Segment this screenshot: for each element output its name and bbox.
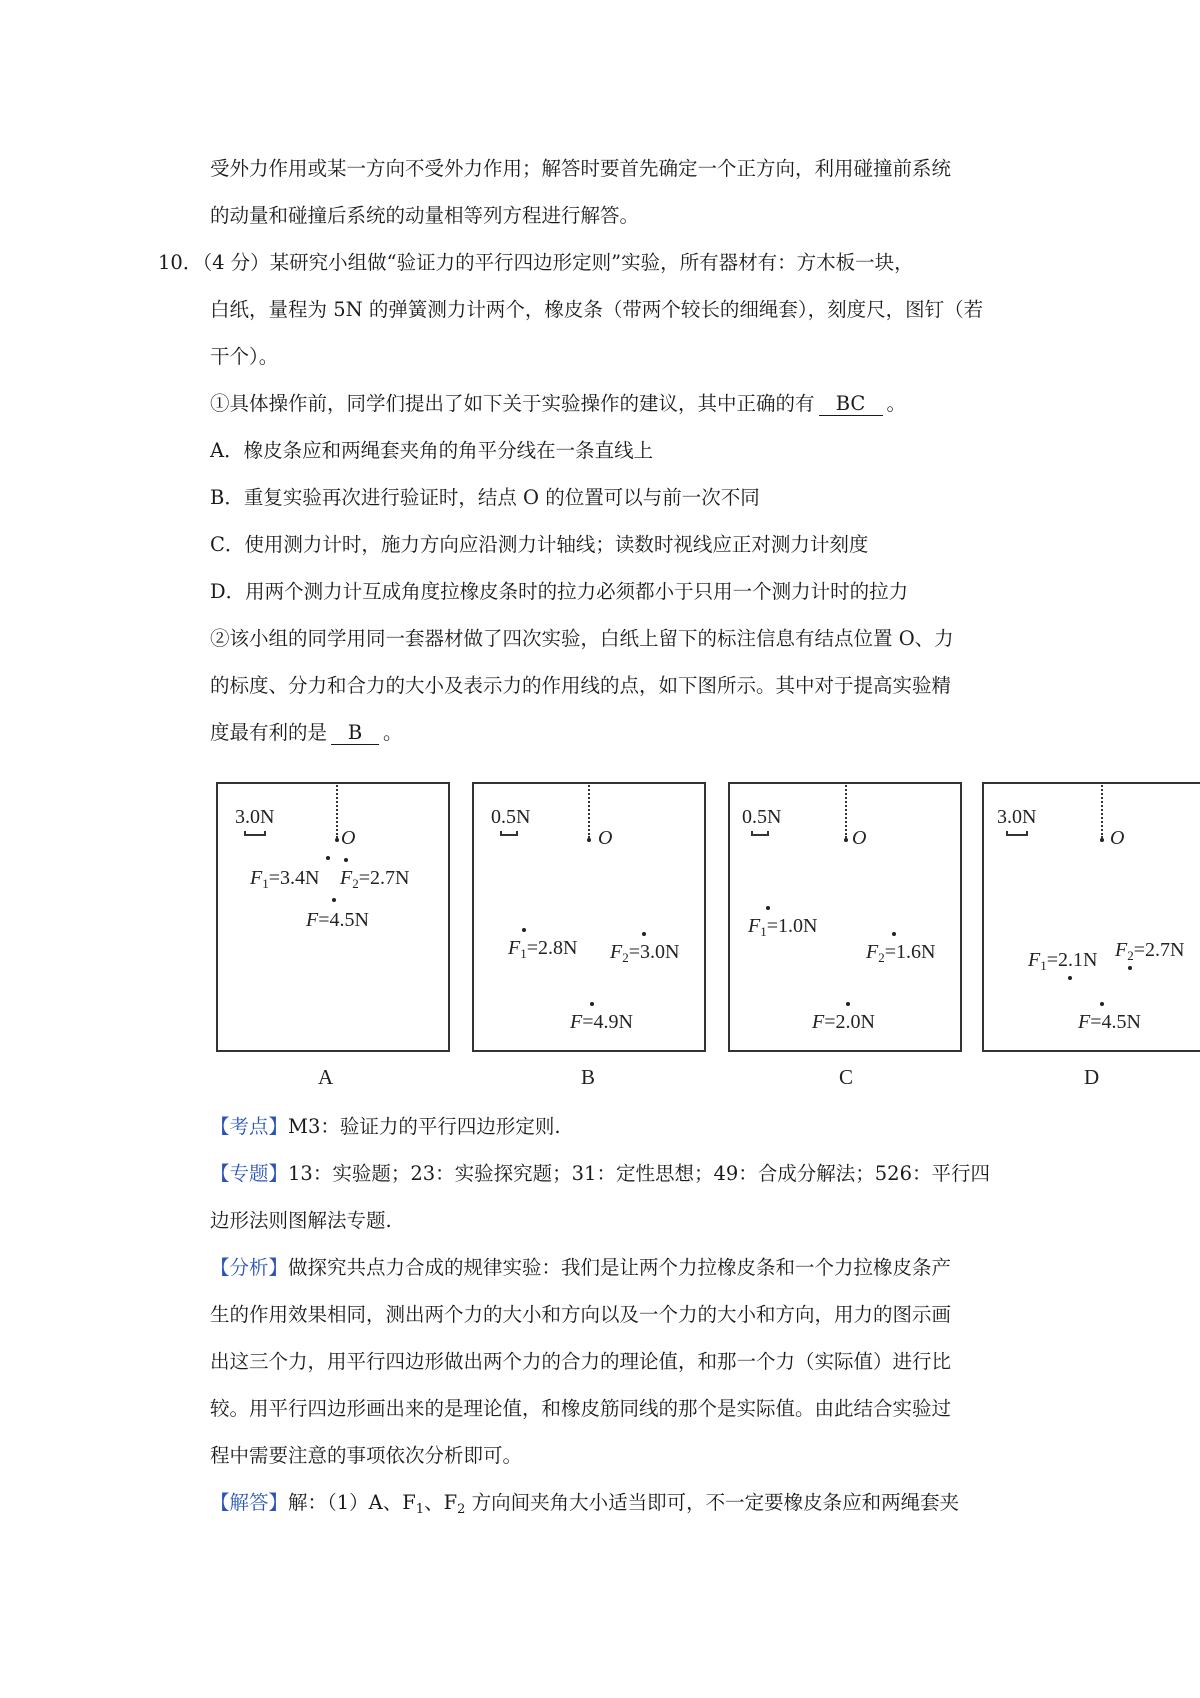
node-o-label: O [1110, 827, 1125, 849]
panel-caption: B [581, 1065, 596, 1089]
f-label: F=4.9N [570, 1011, 633, 1033]
option-b: B．重复实验再次进行验证时，结点 O 的位置可以与前一次不同 [210, 486, 760, 509]
panel-caption: D [1084, 1065, 1100, 1089]
panel-caption: C [839, 1065, 854, 1089]
f2-label: $F_2=1.6N$ [866, 941, 936, 965]
part2-suffix: 。 [383, 721, 403, 744]
rope-line [1101, 782, 1103, 838]
f1-point [766, 906, 770, 910]
jieda-sub: 2 [457, 1502, 466, 1517]
option-c: C．使用测力计时，施力方向应沿测力计轴线；读数时视线应正对测力计刻度 [210, 533, 869, 556]
scale-label: 3.0N [235, 806, 275, 828]
text-line: 生的作用效果相同，测出两个力的大小和方向以及一个力的大小和方向，用力的图示画 [210, 1303, 952, 1326]
scale-label: 3.0N [997, 806, 1037, 828]
f2-point [344, 858, 348, 862]
question-part-2-answer-line [210, 721, 403, 745]
scale-bar [244, 831, 266, 836]
node-o-label: O [852, 827, 867, 849]
fenxi-text: 做探究共点力合成的规律实验：我们是让两个力拉橡皮条和一个力拉橡皮条产 [288, 1256, 952, 1279]
option-a: A．橡皮条应和两绳套夹角的角平分线在一条直线上 [210, 439, 654, 462]
f-label: F=4.5N [306, 909, 369, 931]
text-line: 的动量和碰撞后系统的动量相等列方程进行解答。 [210, 204, 640, 227]
f2-label: $F_2=3.0N$ [610, 941, 680, 965]
kaodian-line [210, 1115, 561, 1139]
f-label: F=4.5N [1078, 1011, 1141, 1033]
node-o-dot [1100, 838, 1104, 842]
f1-label: $F_1=3.4N$ [250, 867, 320, 891]
f1-point [1068, 976, 1072, 980]
f1-label: $F_1=2.8N$ [508, 937, 578, 961]
question-title: 10．（4 分）某研究小组做“验证力的平行四边形定则”实验，所有器材有：方木板一块， [158, 251, 914, 274]
scale-bar [500, 831, 518, 836]
f2-point [892, 932, 896, 936]
fenxi-tag: 【分析】 [210, 1256, 289, 1279]
jieda-line [210, 1491, 959, 1522]
scale-label: 0.5N [491, 806, 531, 828]
question-part-2: ②该小组的同学用同一套器材做了四次实验，白纸上留下的标注信息有结点位置 O、力 [210, 627, 954, 650]
f-point [1100, 1002, 1104, 1006]
question-part-1 [210, 392, 906, 416]
part1-prefix: ①具体操作前，同学们提出了如下关于实验操作的建议，其中正确的有 [210, 392, 815, 415]
rope-line [845, 782, 847, 838]
rope-line [336, 782, 338, 838]
text-line: 较。用平行四边形画出来的是理论值，和橡皮筋同线的那个是实际值。由此结合实验过 [210, 1397, 952, 1420]
fenxi-line [210, 1256, 951, 1280]
f1-label: $F_1=2.1N$ [1028, 949, 1098, 973]
jieda-mid: 、F [424, 1491, 458, 1514]
jieda-rest: 方向间夹角大小适当即可，不一定要橡皮条应和两绳套夹 [465, 1491, 960, 1514]
node-o-label: O [598, 827, 613, 849]
f-point [590, 1002, 594, 1006]
f1-point [522, 928, 526, 932]
jieda-tag: 【解答】 [210, 1491, 289, 1514]
zhuanti-text: 13：实验题；23：实验探究题；31：定性思想；49：合成分解法；526：平行四 [288, 1162, 990, 1185]
answer-blank-2: B [331, 722, 379, 745]
f-point [332, 898, 336, 902]
text-line: 的标度、分力和合力的大小及表示力的作用线的点，如下图所示。其中对于提高实验精 [210, 674, 952, 697]
node-o-dot [587, 838, 591, 842]
zhuanti-line [210, 1162, 990, 1186]
text-line: 程中需要注意的事项依次分析即可。 [210, 1444, 523, 1467]
f1-label: $F_1=1.0N$ [748, 915, 818, 939]
scale-bar [1006, 831, 1028, 836]
jieda-sub: 1 [415, 1502, 425, 1517]
jieda-prefix: 解：（1）A、F [288, 1491, 416, 1514]
scale-label: 0.5N [742, 806, 782, 828]
zhuanti-tag: 【专题】 [210, 1162, 289, 1185]
text-line: 出这三个力，用平行四边形做出两个力的合力的理论值，和那一个力（实际值）进行比 [210, 1350, 952, 1373]
f2-point [1128, 966, 1132, 970]
panel-caption: A [318, 1065, 334, 1089]
text-line: 受外力作用或某一方向不受外力作用；解答时要首先确定一个正方向，利用碰撞前系统 [210, 157, 952, 180]
f2-point [642, 932, 646, 936]
kaodian-text: M3：验证力的平行四边形定则. [288, 1115, 561, 1138]
part2-prefix: 度最有利的是 [210, 721, 328, 744]
option-d: D．用两个测力计互成角度拉橡皮条时的拉力必须都小于只用一个测力计时的拉力 [210, 580, 909, 603]
answer-blank-1: BC [819, 393, 883, 416]
node-o-label: O [341, 827, 356, 849]
part1-suffix: 。 [886, 392, 907, 415]
kaodian-tag: 【考点】 [210, 1115, 289, 1138]
text-line: 白纸，量程为 5N 的弹簧测力计两个，橡皮条（带两个较长的细绳套），刻度尺，图钉（若 [210, 298, 984, 321]
text-line: 边形法则图解法专题. [210, 1209, 392, 1232]
rope-line [588, 782, 590, 838]
node-o-dot [335, 838, 339, 842]
f2-label: $F_2=2.7N$ [1115, 939, 1185, 963]
scale-bar [751, 831, 769, 836]
node-o-dot [844, 838, 848, 842]
f2-label: $F_2=2.7N$ [340, 867, 410, 891]
text-line: 干个）。 [210, 345, 279, 368]
f1-point [326, 856, 330, 860]
f-label: F=2.0N [812, 1011, 875, 1033]
f-point [846, 1002, 850, 1006]
